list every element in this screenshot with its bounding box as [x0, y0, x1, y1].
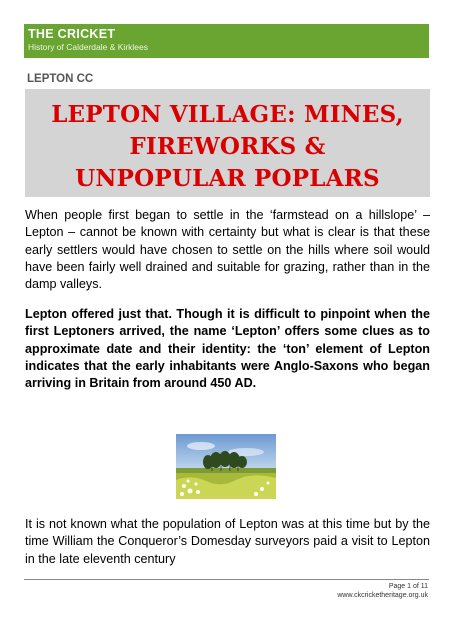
footer-url[interactable]: www.ckcricketheritage.org.uk — [337, 592, 428, 599]
club-label: LEPTON CC — [27, 73, 94, 85]
header-band — [24, 24, 429, 58]
article-title-line-3: UNPOPULAR POPLARS — [75, 165, 380, 192]
paragraph-intro: When people first began to settle in the ‘farmstead on a hillslope’ – Lepton – cannot be known with certainty but what is clear is that these early settlers would have chosen to settle on the hills where soil would have been fairly well drained and suitable for grazing, rather than in the damp valleys. — [25, 208, 430, 292]
page-number: Page 1 of 11 — [388, 583, 428, 590]
site-title: THE CRICKET — [28, 27, 116, 41]
paragraph-domesday: It is not known what the population of Lepton was at this time but by the time William the Conqueror’s Domesday surveyors paid a visit to Lepton in the late eleventh century — [25, 517, 430, 566]
article-title-line-1: LEPTON VILLAGE: MINES, — [51, 101, 404, 128]
site-subtitle: History of Calderdale & Kirklees — [28, 42, 148, 52]
landscape-trees-photo — [176, 434, 276, 499]
article-title-line-2: FIREWORKS & — [129, 133, 326, 160]
footer-divider — [24, 579, 429, 580]
paragraph-name-origin: Lepton offered just that. Though it is difficult to pinpoint when the first Leptoners arrived, the name ‘Lepton’ offers some clues as to approximate date and their identity: the ‘ton’ element of Lepton indicates that the early inhabitants were Anglo-Saxons who began arriving in Britain from around 450 AD. — [25, 307, 430, 391]
article-title-box — [25, 89, 430, 197]
